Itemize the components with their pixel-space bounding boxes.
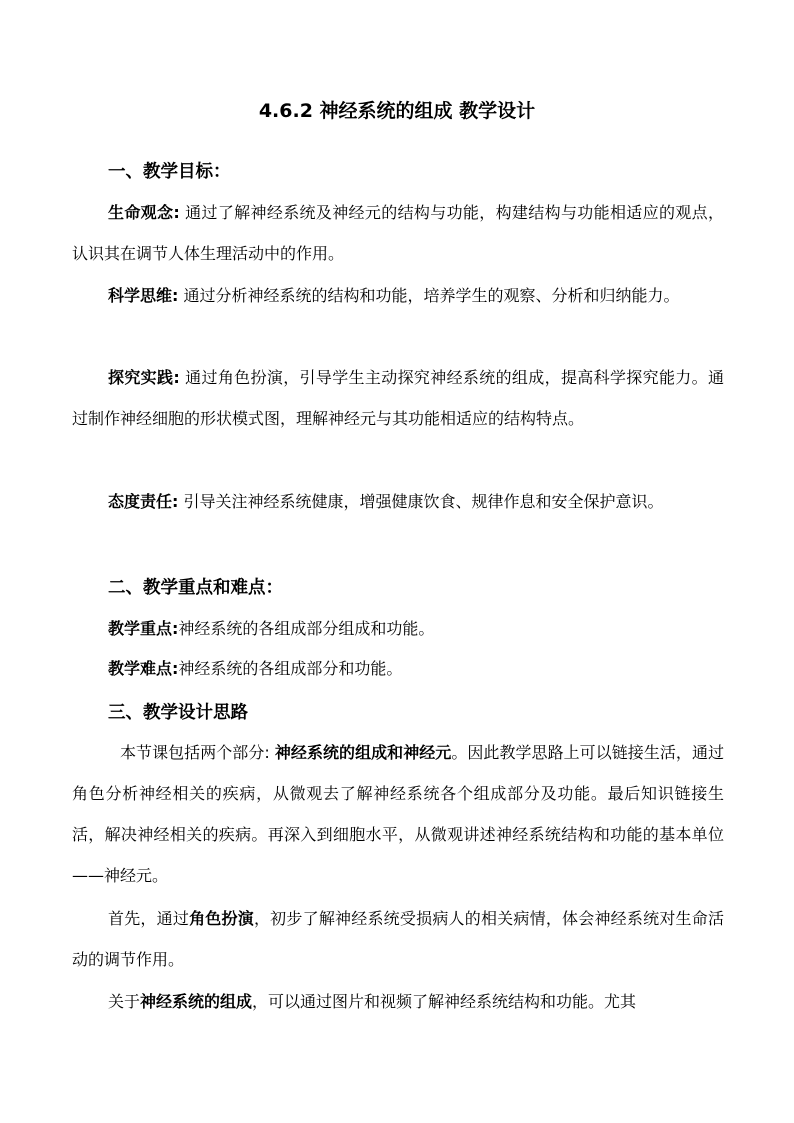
objective-inquiry-practice xyxy=(72,357,724,439)
paragraph-emphasis: 神经系统的组成和神经元 xyxy=(274,743,452,762)
design-paragraph-1 xyxy=(72,732,724,896)
paragraph-emphasis: 神经系统的组成 xyxy=(140,992,253,1011)
paragraph-text: 。因此教学思路上可以链接生活，通过角色分析神经相关的疾病，从微观去了解神经系统各个组成部分及功能。最后知识链接生活，解决神经相关的疾病。再深入到细胞水平，从微观讲述神经系统结构和功能的基本单位——神经元。 xyxy=(72,743,724,885)
design-paragraph-2 xyxy=(72,898,724,980)
objective-text: 通过分析神经系统的结构和功能，培养学生的观察、分析和归纳能力。 xyxy=(178,286,680,305)
objective-label: 探究实践: xyxy=(108,368,180,387)
design-paragraph-3 xyxy=(72,981,724,1022)
section-heading-design-approach: 三、教学设计思路 xyxy=(108,703,248,723)
objective-label: 生命观念: xyxy=(108,203,180,222)
paragraph-text: ，可以通过图片和视频了解神经系统结构和功能。尤其 xyxy=(252,992,637,1011)
paragraph-text: 本节课包括两个部分: xyxy=(120,743,275,762)
objective-life-concept xyxy=(72,192,724,274)
key-point-line xyxy=(108,615,434,643)
document-title: 4.6.2 神经系统的组成 教学设计 xyxy=(258,100,536,122)
objective-label: 科学思维: xyxy=(108,286,179,305)
section-heading-objectives: 一、教学目标： xyxy=(108,162,231,182)
objective-attitude-responsibility xyxy=(72,481,724,522)
objective-text: 通过了解神经系统及神经元的结构与功能，构建结构与功能相适应的观点，认识其在调节人体生理活动中的作用。 xyxy=(72,203,724,263)
objective-scientific-thinking xyxy=(72,275,724,316)
objective-text: 引导关注神经系统健康，增强健康饮食、规律作息和安全保护意识。 xyxy=(178,492,664,511)
key-point-label: 教学重点: xyxy=(108,619,179,638)
paragraph-text: 首先，通过 xyxy=(108,909,190,928)
section-heading-key-points: 二、教学重点和难点： xyxy=(108,578,283,598)
objective-text: 通过角色扮演，引导学生主动探究神经系统的组成，提高科学探究能力。通过制作神经细胞的形状模式图，理解神经元与其功能相适应的结构特点。 xyxy=(72,368,724,428)
difficulty-text: 神经系统的各组成部分和功能。 xyxy=(178,659,403,678)
objective-label: 态度责任: xyxy=(108,492,179,511)
paragraph-text: ，初步了解神经系统受损病人的相关病情，体会神经系统对生命活动的调节作用。 xyxy=(72,909,724,969)
key-point-text: 神经系统的各组成部分组成和功能。 xyxy=(178,619,435,638)
paragraph-text: 关于 xyxy=(108,992,141,1011)
difficulty-line xyxy=(108,655,402,683)
difficulty-label: 教学难点: xyxy=(108,659,179,678)
paragraph-emphasis: 角色扮演 xyxy=(189,909,254,928)
